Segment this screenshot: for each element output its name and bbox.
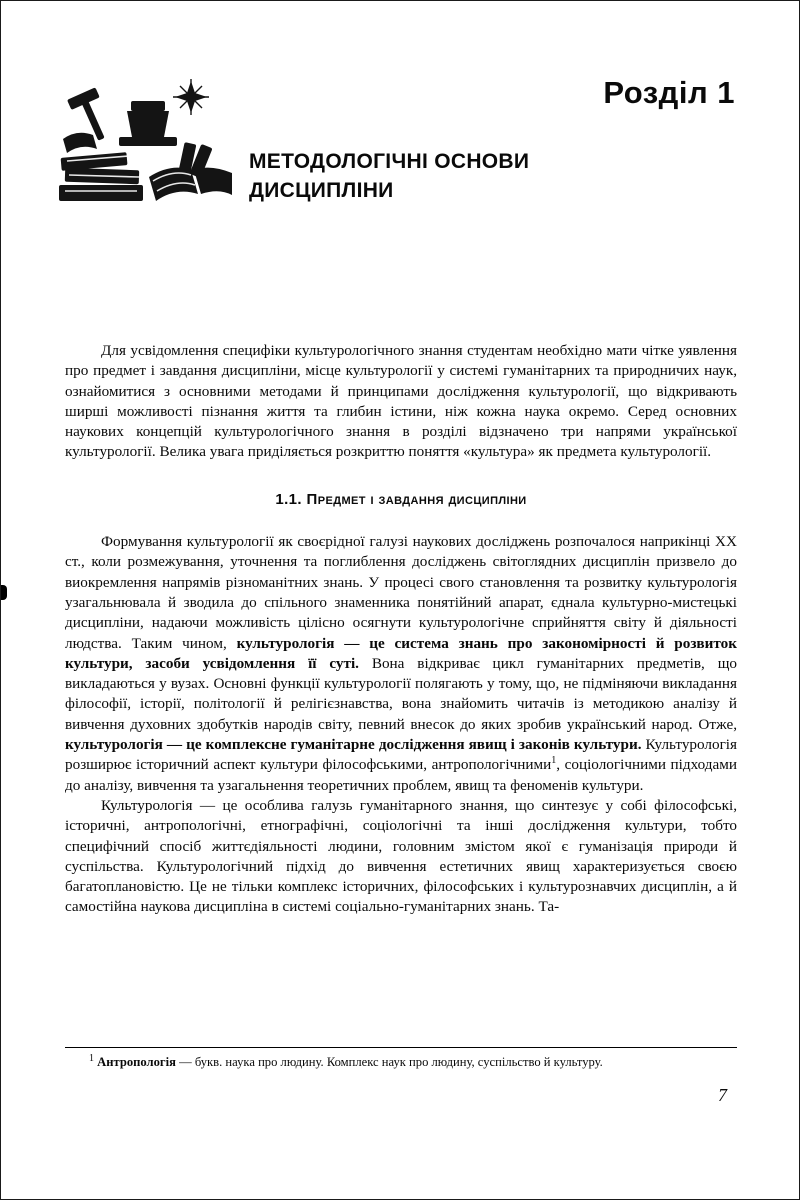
chapter-title-line2: ДИСЦИПЛІНИ [249, 179, 394, 202]
footnote-term: Антропологія [97, 1055, 176, 1069]
footnote-definition: — букв. наука про людину. Комплекс наук про людину, суспільство й культуру. [175, 1055, 603, 1069]
text-run: , соціологічними підходами до аналізу, вивчення та узагальнення теоретичних проблем, явищ та феноменів культури. [65, 756, 737, 794]
footnote-marker: 1 [89, 1052, 94, 1064]
paragraph-formation [65, 532, 737, 796]
text-run: Культурологія розширює історичний аспект культури філософськими, антропологічними [65, 736, 738, 774]
chapter-title [249, 147, 529, 205]
text-run: Формування культурології як своєрідної галузі наукових досліджень розпочалося наприкінці XX ст., коли розмежування, уточнення та поглиблення досліджень світоглядних дисциплін призвело до виокремлення напрямів різноманітних знань. У процесі свого становлення та розвитку культурологія узагальнювала й зводила до спільного знаменника понятійний апарат, єднала культурно-мистецькі дисципліни, надаючи можливість цілісно осягнути культурологічне сприйняття світу й діяльності людства. Таким чином, [65, 533, 737, 652]
chapter-title-line1: МЕТОДОЛОГІЧНІ ОСНОВИ [249, 150, 530, 173]
page-body [65, 341, 737, 918]
books-engraving-icon [53, 79, 233, 213]
text-run: Вона відкриває цикл гуманітарних предметів, що викладаються у вузах. Основні функції культурології полягають у тому, що, не підміняючи викладання філософії, історії, політології й релігієзнавства, вона знайомить читачів із методикою аналізу й вивчення духовних здобутків народів світу, певний внесок до яких зробив український народ. Отже, [65, 654, 737, 733]
footnote-text [65, 1054, 737, 1070]
scan-artifact [1, 585, 7, 600]
chapter-number-label: Розділ 1 [603, 75, 735, 110]
page-number: 7 [718, 1085, 727, 1105]
paragraph-intro: Для усвідомлення специфіки культурологічного знання студентам необхідно мати чітке уявлення про предмет і завдання дисципліни, місце культурології у системі гуманітарних та природничих наук, ознайомитися з основними методами й принципами дослідження культурології, що відкривають ширші можливості пізнання життя та глибин істини, ніж кожна наука окремо. Серед основних наукових концепцій культурологічного знання в розділі відзначено три напрями української культурології. Велика увага приділяється розкриттю поняття «культура» як предмета культурології. [65, 342, 737, 461]
paragraph-special-branch: Культурологія — це особлива галузь гуманітарного знання, що синтезує у собі філософські, історичні, антропологічні, етнографічні, соціологічні та інші дослідження культури, тобто специфічний спосіб життєдіяльності людини, головним змістом якої є гуманізація природи й суспільства. Культурологічний підхід до вивчення естетичних явищ характеризується своєю багатоплановістю. Це не тільки комплекс історичних, філософських і культурознавчих дисциплін, а й самостійна наукова дисципліна в системі соціально-гуманітарних знань. Та- [65, 796, 737, 916]
section-heading-1-1: 1.1. Предмет і завдання дисципліни [275, 490, 527, 508]
footnote-ref-1: 1 [551, 755, 557, 767]
bold-definition-system-of-knowledge: культурологія — це система знань про закономірності й розвиток культури, засоби усвідомлення її суті. [65, 634, 737, 672]
bold-definition-complex-research: культурологія — це комплексне гуманітарне дослідження явищ і законів культури. [65, 736, 642, 754]
footnote-block [65, 1047, 737, 1070]
chapter-vignette-illustration [53, 79, 233, 213]
